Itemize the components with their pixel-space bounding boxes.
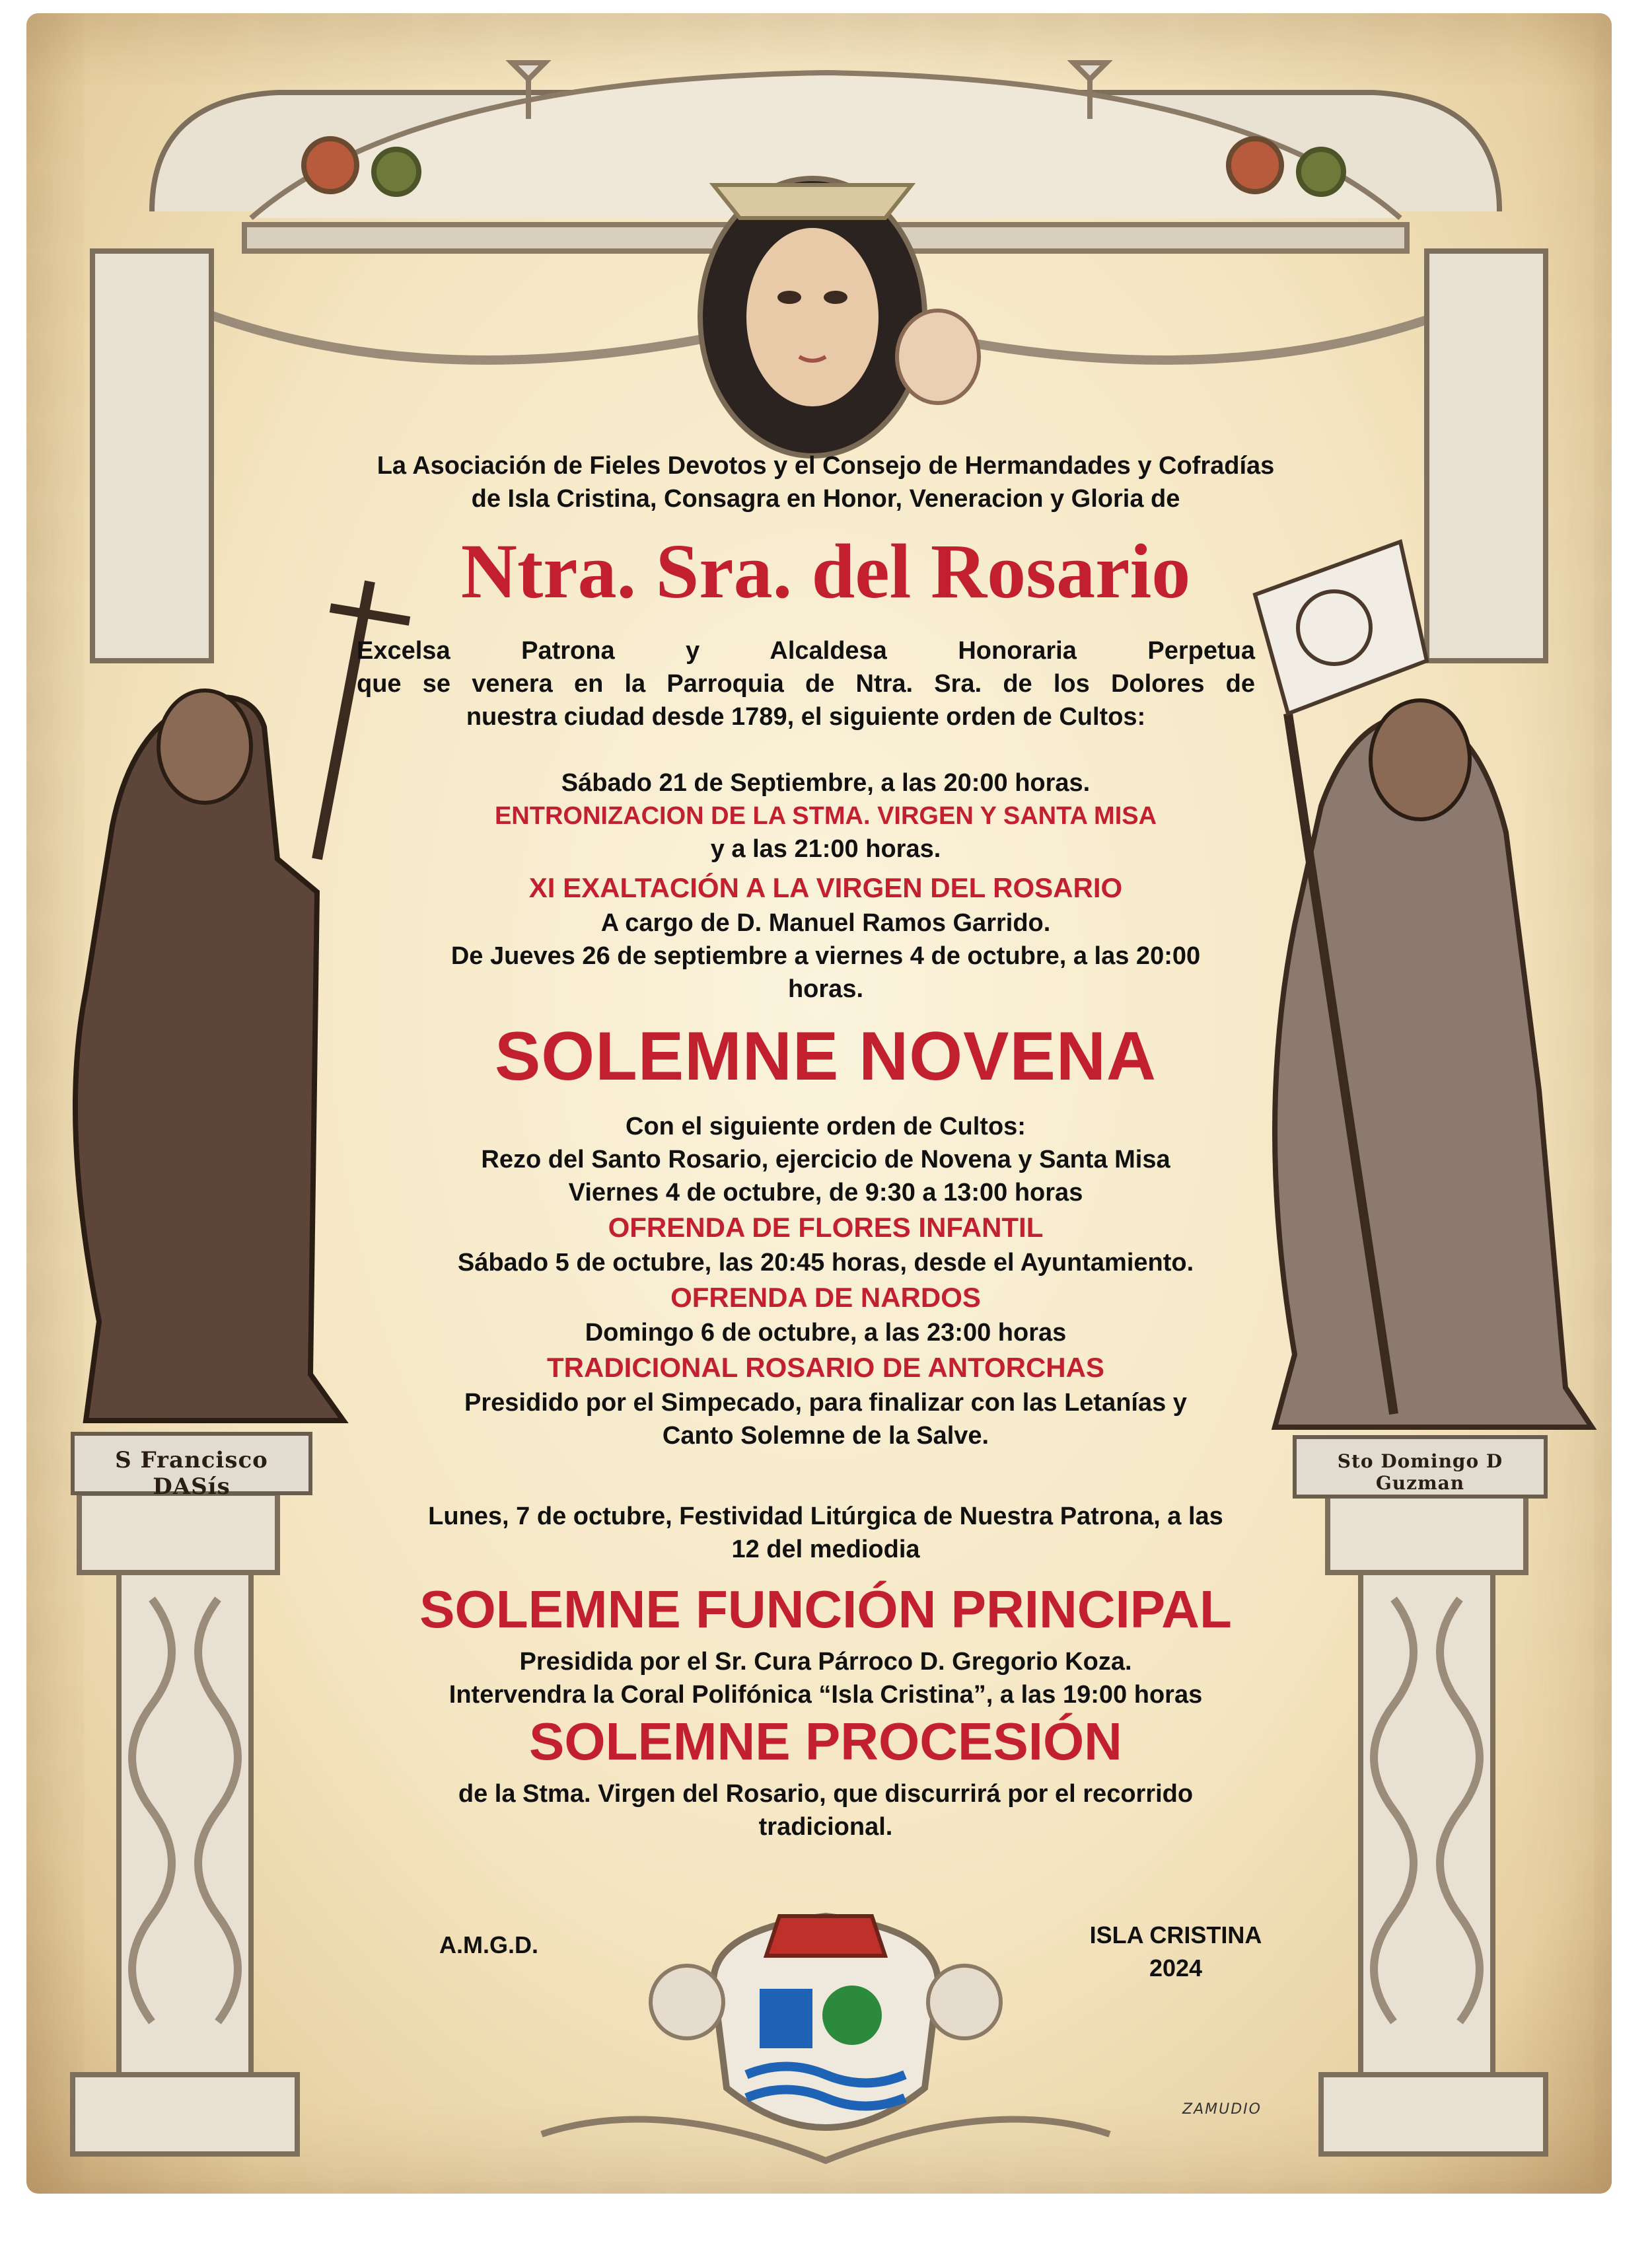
- festividad-line-1: Lunes, 7 de octubre, Festividad Litúrgica de Nuestra Patrona, a las: [428, 1502, 1223, 1530]
- description-line-3: nuestra ciudad desde 1789, el siguiente orden de Cultos:: [466, 703, 1146, 731]
- funcion-heading: SOLEMNE FUNCIÓN PRINCIPAL: [419, 1580, 1232, 1639]
- exaltacion-speaker: A cargo de D. Manuel Ramos Garrido.: [600, 909, 1051, 937]
- novena-line-2: Rezo del Santo Rosario, ejercicio de Novena y Santa Misa: [481, 1146, 1170, 1173]
- procesion-block: [343, 1777, 1308, 1843]
- procesion-heading: SOLEMNE PROCESIÓN: [529, 1712, 1122, 1771]
- intro-line-2: de Isla Cristina, Consagra en Honor, Veneracion y Gloria de: [471, 485, 1180, 513]
- footer-place: ISLA CRISTINA: [1089, 1921, 1262, 1948]
- ofrenda-nardos-heading: OFRENDA DE NARDOS: [670, 1282, 981, 1313]
- funcion-line-1: Presidida por el Sr. Cura Párroco D. Gregorio Koza.: [519, 1648, 1132, 1676]
- artist-signature: ZAMUDIO: [1182, 2101, 1262, 2118]
- caption-santo-domingo: Sto Domingo D Guzman: [1337, 1450, 1503, 1494]
- ofrenda-infantil-info: Sábado 5 de octubre, las 20:45 horas, desde el Ayuntamiento.: [457, 1249, 1194, 1277]
- entronizacion-event: ENTRONIZACION DE LA STMA. VIRGEN Y SANTA MISA: [494, 802, 1157, 830]
- rosario-antorchas-heading: TRADICIONAL ROSARIO DE ANTORCHAS: [547, 1352, 1104, 1383]
- rosario-info-line-2: Canto Solemne de la Salve.: [662, 1422, 989, 1450]
- description-line-2: que se venera en la Parroquia de Ntra. Sra. de los Dolores de: [357, 670, 1255, 698]
- rosario-info-line-1: Presidido por el Simpecado, para finalizar con las Letanías y: [464, 1389, 1187, 1417]
- novena-line-3: Viernes 4 de octubre, de 9:30 a 13:00 horas: [568, 1179, 1083, 1206]
- novena-block: [343, 1110, 1308, 1452]
- intro-line-1: La Asociación de Fieles Devotos y el Consejo de Hermandades y Cofradías: [377, 452, 1275, 480]
- sept-21-block: [343, 766, 1308, 1006]
- amgd-label: A.M.G.D.: [439, 1931, 538, 1958]
- novena-line-1: Con el siguiente orden de Cultos:: [626, 1113, 1026, 1140]
- ofrenda-nardos-info: Domingo 6 de octubre, a las 23:00 horas: [585, 1319, 1067, 1347]
- coat-of-arms: [542, 1916, 1110, 2161]
- novena-heading: SOLEMNE NOVENA: [494, 1018, 1157, 1095]
- novena-dates-line-2: horas.: [787, 975, 864, 1003]
- funcion-line-2: Intervendra la Coral Polifónica “Isla Cristina”, a las 19:00 horas: [449, 1681, 1203, 1709]
- footer-year: 2024: [1149, 1954, 1203, 1982]
- description-line-1: Excelsa Patrona y Alcaldesa Honoraria Perpetua: [357, 637, 1255, 665]
- novena-dates-line-1: De Jueves 26 de septiembre a viernes 4 de octubre, a las 20:00: [450, 942, 1201, 970]
- virgin-portrait: [700, 178, 979, 456]
- intro-block: [343, 449, 1308, 515]
- sept-21-date: Sábado 21 de Septiembre, a las 20:00 horas.: [561, 769, 1091, 797]
- ofrenda-infantil-heading: OFRENDA DE FLORES INFANTIL: [608, 1212, 1044, 1243]
- festividad-line-2: 12 del mediodia: [731, 1536, 920, 1563]
- sept-21-second-time: y a las 21:00 horas.: [710, 835, 941, 863]
- procesion-line-1: de la Stma. Virgen del Rosario, que discurrirá por el recorrido: [458, 1780, 1194, 1808]
- festividad-block: [343, 1500, 1308, 1566]
- procesion-line-2: tradicional.: [758, 1813, 893, 1841]
- funcion-block: [343, 1645, 1308, 1711]
- caption-san-francisco: S Francisco DASís: [115, 1447, 268, 1500]
- description-block: [357, 634, 1255, 733]
- page-title: Ntra. Sra. del Rosario: [460, 528, 1191, 614]
- exaltacion-event: XI EXALTACIÓN A LA VIRGEN DEL ROSARIO: [528, 872, 1123, 903]
